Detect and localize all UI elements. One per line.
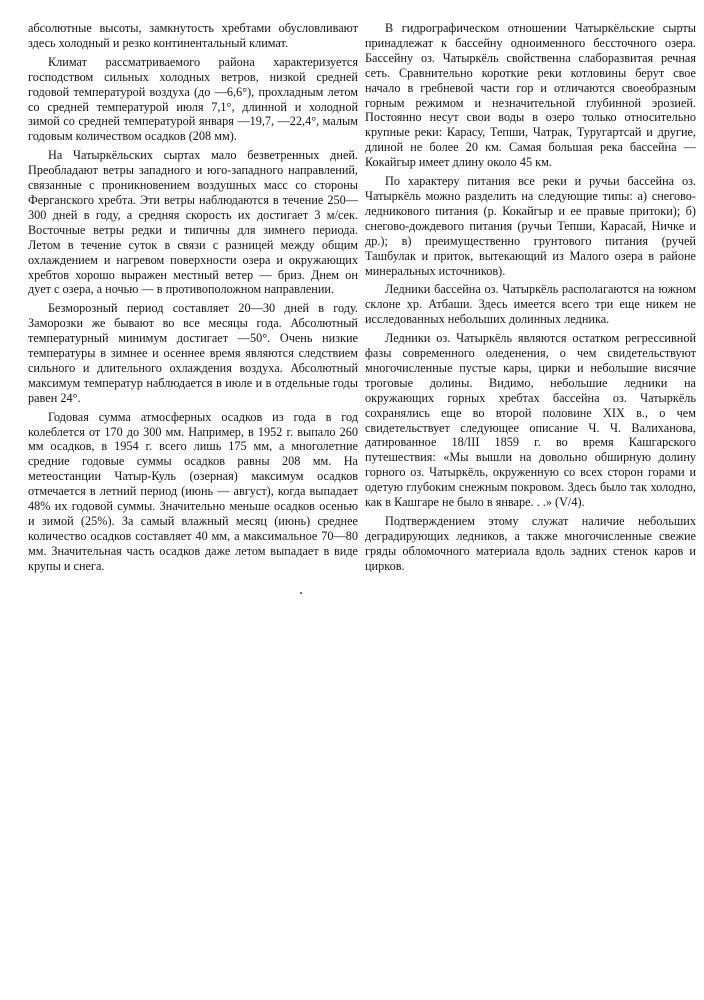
paragraph-climate-overview: Климат рассматриваемого района характеризуется господством сильных холодных ветров, низкой средней годовой температурой воздуха (до —6,6°), прохладным летом со средней температурой июля 7,1°, длинной и холодной зимой со средней температурой января —19,7, —22,4°, малым годовым количеством осадков (208 мм).: [28, 54, 358, 144]
paragraph-precipitation: Годовая сумма атмосферных осадков из года в год колеблется от 170 до 300 мм. Например, в 1952 г. выпало 260 мм осадков, в 1954 г. всего лишь 175 мм, а многолетние средние годовые суммы осадков равны 208 мм. На метеостанции Чатыр-Куль (озерная) максимум осадков отмечается в летний период (июнь — август), когда выпадает 48% их годовой суммы. Значительно меньше осадков осенью и зимой (25%). За самый влажный месяц (июнь) среднее количество осадков составляет 40 мм, а максимальное 70—80 мм. Значительная часть осадков даже летом выпадает в виде крупы и снега.: [28, 409, 358, 573]
paragraph-winds: На Чатыркёльских сыртах мало безветренных дней. Преобладают ветры западного и юго-западного направлений, связанные с проникновением воздушных масс со стороны Ферганского хребта. Эти ветры наблюдаются в течение 250—300 дней в году, а средняя скорость их достигает 3 м/сек. Восточные ветры редки и типичны для зимнего периода. Летом в течение суток в связи с разницей между общим охлаждением и нагревом поверхности озера и окружающих хребтов хорошо выражен местный ветер — бриз. Днем он дует с озера, а ночью — в противоположном направлении.: [28, 148, 358, 297]
paragraph-hydrography: В гидрографическом отношении Чатыркёльские сырты принадлежат к бассейну одноименного бессточного озера. Бассейну оз. Чатыркёль свойственна слаборазвитая речная сеть. Сравнительно короткие реки котловины берут свое начало в гребневой части гор и отличаются своеобразным горным режимом и незначительной глубинной эрозией. Постоянно несут свои воды в озеро только относительно крупные реки: Карасу, Тепши, Чатрак, Туругартсай и другие, длиной не более 20 км. Самая большая река бассейна — Кокайгыр имеет длину около 45 км.: [365, 21, 696, 170]
left-text-column: [28, 21, 358, 574]
right-text-column: [365, 21, 696, 574]
paragraph-glaciation-history: Ледники оз. Чатыркёль являются остатком регрессивной фазы современного оледенения, о чем свидетельствуют многочисленные пустые кары, цирки и небольшие висячие троговые долины. Видимо, небольшие ледники на окружающих горных хребтах бассейна оз. Чатыркёль сохранялись еще во второй половине XIX в., о чем свидетельствует следующее описание Ч. Ч. Валиханова, датированное 18/III 1859 г. во время Кашгарского путешествия: «Мы вышли на довольно обширную долину горного оз. Чатыркёль, окруженную со всех сторон горами и одетую глубоким снежным покровом. Здесь было так холодно, как в Кашгаре не было в январе. . .» (V/4).: [365, 331, 696, 510]
print-speck: [300, 592, 302, 594]
paragraph-glaciers-location: Ледники бассейна оз. Чатыркёль располагаются на южном склоне хр. Атбаши. Здесь имеется всего три еще никем не исследованных небольших долинных ледника.: [365, 282, 696, 327]
paragraph-glacier-evidence: Подтверждением этому служат наличие небольших деградирующих ледников, а также многочисленные свежие гряды обломочного материала вдоль задних стенок каров и цирков.: [365, 514, 696, 573]
paragraph-continental-climate: абсолютные высоты, замкнутость хребтами обусловливают здесь холодный и резко континентальный климат.: [28, 21, 358, 50]
paragraph-frost-free-period: Безморозный период составляет 20—30 дней в году. Заморозки же бывают во все месяцы года. Абсолютный температурный минимум достигает —50°. Очень низкие температуры в зимнее и осеннее время являются следствием сильного и длительного охлаждения воздуха. Абсолютный максимум температур наблюдается в июле и в отдельные годы равен 24°.: [28, 301, 358, 405]
paragraph-river-feeding-types: По характеру питания все реки и ручьи бассейна оз. Чатыркёль можно разделить на следующие типы: а) снегово-ледникового питания (р. Кокайгыр и ее правые притоки); б) снегово-дождевого питания (ручьи Тепши, Карасай, Ничке и др.); в) преимущественно грунтового питания (ручей Ташбулак и приток, вытекающий из Малого озера в районе минеральных источников).: [365, 174, 696, 278]
